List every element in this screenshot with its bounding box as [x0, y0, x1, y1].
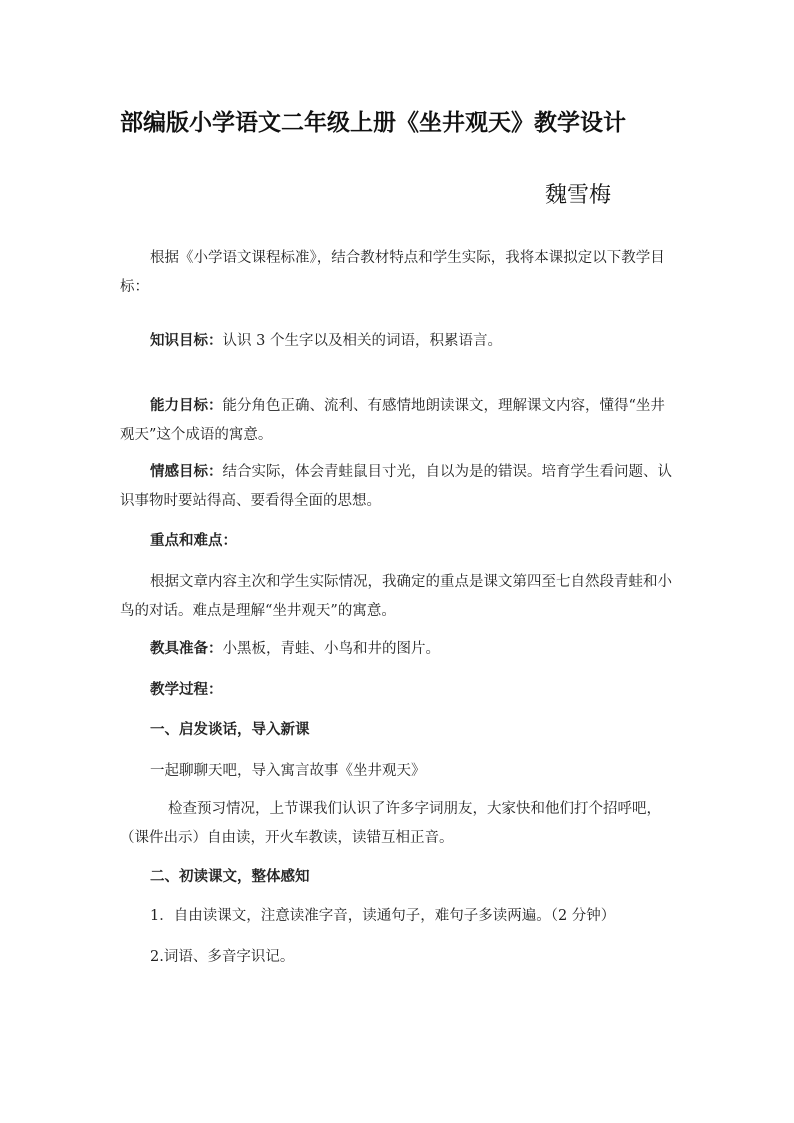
document-title: 部编版小学语文二年级上册《坐井观天》教学设计 [120, 110, 626, 136]
step2-item-2: 2.词语、多音字识记。 [150, 949, 295, 965]
intro-paragraph: 根据《小学语文课程标准》，结合教材特点和学生实际，我将本课拟定以下教学目标： [120, 250, 665, 295]
materials-text: 小黑板，青蛙、小鸟和井的图片。 [222, 641, 440, 657]
materials [150, 635, 440, 664]
author-name: 魏雪梅 [545, 183, 612, 208]
knowledge-goal [150, 327, 502, 356]
ability-goal-text: 能分角色正确、流利、有感情地朗读课文，理解课文内容，懂得“坐井观天”这个成语的寓意。 [120, 398, 665, 443]
emotion-goal-label: 情感目标： [150, 464, 223, 480]
step2-heading: 二、初读课文，整体感知 [150, 869, 310, 885]
emotion-goal [120, 458, 676, 516]
step1-heading: 一、启发谈话，导入新课 [150, 722, 310, 738]
ability-goal-label: 能力目标： [150, 398, 223, 414]
materials-label: 教具准备： [150, 641, 223, 657]
process-heading: 教学过程： [150, 682, 223, 698]
step1-line: 一起聊聊天吧，导入寓言故事《坐井观天》 [150, 763, 426, 779]
key-points-text: 根据文章内容主次和学生实际情况，我确定的重点是课文第四至七自然段青蛙和小鸟的对话。难点是理解“坐井观天”的寓意。 [120, 574, 672, 619]
emotion-goal-text: 结合实际，体会青蛙鼠目寸光，自以为是的错误。培育学生看问题、认识事物时要站得高、要看得全面的思想。 [120, 464, 672, 509]
key-points-heading: 重点和难点： [150, 533, 237, 549]
ability-goal [120, 392, 676, 450]
knowledge-goal-label: 知识目标： [150, 333, 223, 349]
step1-paragraph: 检查预习情况，上节课我们认识了许多字词朋友，大家快和他们打个招呼吧，（课件出示）自由读，开火车教读，读错互相正音。 [120, 801, 661, 846]
knowledge-goal-text: 认识 3 个生字以及相关的词语，积累语言。 [222, 333, 502, 349]
step2-item-1: 1．自由读课文，注意读准字音，读通句子，难句子多读两遍。（2 分钟） [150, 908, 616, 924]
